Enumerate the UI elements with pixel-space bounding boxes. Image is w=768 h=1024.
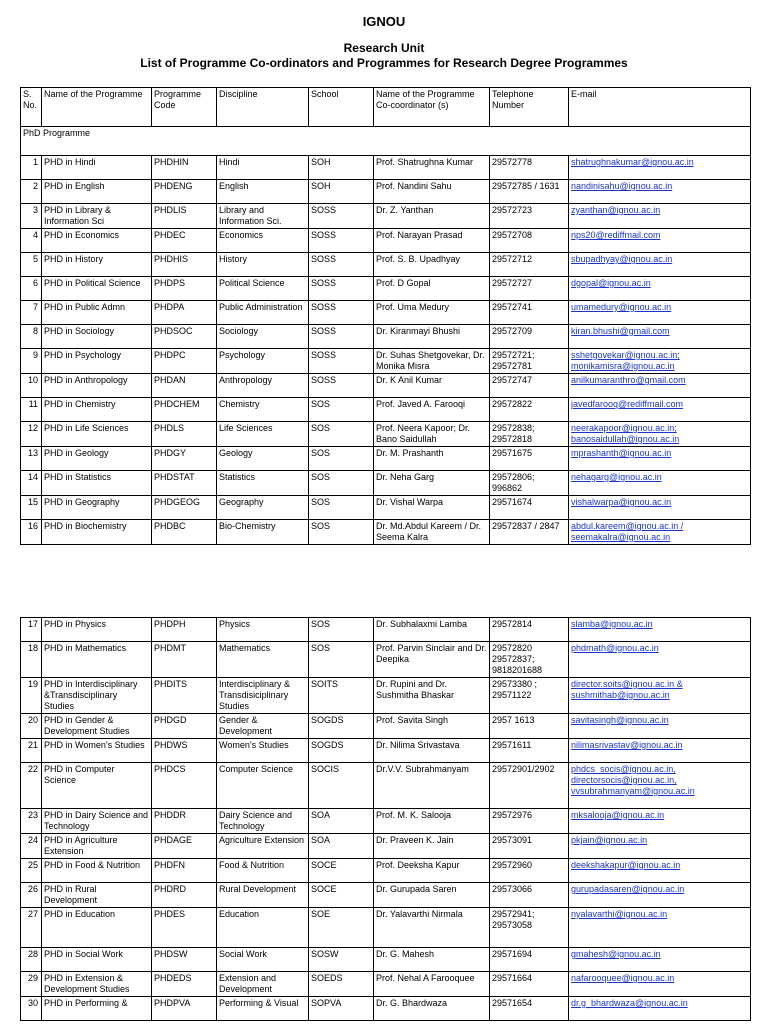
school: SOSS — [309, 253, 374, 277]
coordinator-name: Dr. Suhas Shetgovekar, Dr. Monika Misra — [374, 349, 490, 374]
serial-number: 3 — [21, 204, 42, 229]
school: SOH — [309, 156, 374, 180]
table-row — [21, 471, 751, 496]
email-link[interactable]: shatrughnakumar@ignou.ac.in — [569, 156, 751, 180]
programme-name: PHD in Chemistry — [42, 398, 152, 422]
programme-code: PHDBC — [152, 520, 217, 545]
email-link[interactable]: deekshakapur@ignou.ac.in — [569, 859, 751, 883]
coordinator-name: Prof. Shatrughna Kumar — [374, 156, 490, 180]
discipline: Dairy Science and Technology — [217, 809, 309, 834]
discipline: Agriculture Extension — [217, 834, 309, 859]
table-row — [21, 229, 751, 253]
school: SOS — [309, 496, 374, 520]
telephone-number: 29571694 — [490, 948, 569, 972]
telephone-number: 29572806; 996862 — [490, 471, 569, 496]
programme-code: PHDEC — [152, 229, 217, 253]
school: SOS — [309, 447, 374, 471]
discipline: Chemistry — [217, 398, 309, 422]
table-row — [21, 447, 751, 471]
school: SOS — [309, 471, 374, 496]
telephone-number: 29572901/2902 — [490, 763, 569, 809]
programme-code: PHDCHEM — [152, 398, 217, 422]
school: SOPVA — [309, 997, 374, 1021]
serial-number: 7 — [21, 301, 42, 325]
school: SOSS — [309, 301, 374, 325]
table-row — [21, 763, 751, 809]
email-link[interactable]: dgopal@ignou.ac.in — [569, 277, 751, 301]
discipline: Economics — [217, 229, 309, 253]
coordinator-name: Dr. Rupini and Dr. Sushmitha Bhaskar — [374, 678, 490, 714]
school: SOCE — [309, 883, 374, 908]
programme-code: PHDFN — [152, 859, 217, 883]
programme-name: PHD in Library & Information Sci — [42, 204, 152, 229]
discipline: Performing & Visual — [217, 997, 309, 1021]
table-row — [21, 277, 751, 301]
discipline: Physics — [217, 618, 309, 642]
telephone-number: 29573066 — [490, 883, 569, 908]
email-link[interactable]: nehagarg@ignou.ac.in — [569, 471, 751, 496]
school: SOH — [309, 180, 374, 204]
programme-code: PHDWS — [152, 739, 217, 763]
telephone-number: 29572727 — [490, 277, 569, 301]
table-row — [21, 883, 751, 908]
programme-code: PHDPH — [152, 618, 217, 642]
column-header: Discipline — [217, 88, 309, 127]
list-title: List of Programme Co-ordinators and Programmes for Research Degree Programmes — [140, 56, 628, 70]
telephone-number: 29572709 — [490, 325, 569, 349]
serial-number: 21 — [21, 739, 42, 763]
email-link[interactable]: sbupadhyay@ignou.ac.in — [569, 253, 751, 277]
school: SOGDS — [309, 714, 374, 739]
serial-number: 8 — [21, 325, 42, 349]
programme-code: PHDPS — [152, 277, 217, 301]
school: SOGDS — [309, 739, 374, 763]
serial-number: 16 — [21, 520, 42, 545]
serial-number: 23 — [21, 809, 42, 834]
serial-number: 1 — [21, 156, 42, 180]
table-row — [21, 948, 751, 972]
serial-number: 12 — [21, 422, 42, 447]
school: SOA — [309, 809, 374, 834]
serial-number: 5 — [21, 253, 42, 277]
discipline: Life Sciences — [217, 422, 309, 447]
column-header: Name of the Programme — [42, 88, 152, 127]
discipline: Computer Science — [217, 763, 309, 809]
programme-code: PHDENG — [152, 180, 217, 204]
email-link[interactable]: gmahesh@ignou.ac.in — [569, 948, 751, 972]
telephone-number: 29571664 — [490, 972, 569, 997]
discipline: Bio-Chemistry — [217, 520, 309, 545]
programme-code: PHDITS — [152, 678, 217, 714]
discipline: Education — [217, 908, 309, 948]
serial-number: 29 — [21, 972, 42, 997]
table-row — [21, 972, 751, 997]
column-header: Name of the Programme Co-coordinator (s) — [374, 88, 490, 127]
programme-code: PHDGEOG — [152, 496, 217, 520]
table-row — [21, 325, 751, 349]
column-header: School — [309, 88, 374, 127]
section-row — [21, 127, 751, 156]
telephone-number: 29573380 ; 29571122 — [490, 678, 569, 714]
programme-code: PHDSOC — [152, 325, 217, 349]
programme-name: PHD in Women's Studies — [42, 739, 152, 763]
table-row — [21, 204, 751, 229]
discipline: Sociology — [217, 325, 309, 349]
serial-number: 15 — [21, 496, 42, 520]
school: SOSS — [309, 229, 374, 253]
serial-number: 25 — [21, 859, 42, 883]
telephone-number: 29571675 — [490, 447, 569, 471]
programme-code: PHDCS — [152, 763, 217, 809]
email-link[interactable]: neerakapoor@ignou.ac.in; banosaidullah@ignou.ac.in — [569, 422, 751, 447]
school: SOSS — [309, 349, 374, 374]
document-title: IGNOU — [362, 14, 406, 29]
serial-number: 17 — [21, 618, 42, 642]
table-row — [21, 301, 751, 325]
programme-code: PHDES — [152, 908, 217, 948]
email-link[interactable]: phdcs_socis@ignou.ac.in, directorsocis@ignou.ac.in, vvsubrahmanyam@ignou.ac.in — [569, 763, 751, 809]
serial-number: 30 — [21, 997, 42, 1021]
programme-name: PHD in Interdisciplinary &Transdisciplinary Studies — [42, 678, 152, 714]
coordinator-name: Prof. Deeksha Kapur — [374, 859, 490, 883]
telephone-number: 29572721; 29572781 — [490, 349, 569, 374]
programme-name: PHD in Gender & Development Studies — [42, 714, 152, 739]
discipline: History — [217, 253, 309, 277]
coordinator-name: Dr. Yalavarthi Nirmala — [374, 908, 490, 948]
programme-code: PHDRD — [152, 883, 217, 908]
email-link[interactable]: director.soits@ignou.ac.in & sushmithab@ignou.ac.in — [569, 678, 751, 714]
table-row — [21, 859, 751, 883]
discipline: English — [217, 180, 309, 204]
school: SOCIS — [309, 763, 374, 809]
serial-number: 14 — [21, 471, 42, 496]
programme-code: PHDPC — [152, 349, 217, 374]
telephone-number: 29572976 — [490, 809, 569, 834]
programme-name: PHD in Computer Science — [42, 763, 152, 809]
table-row — [21, 180, 751, 204]
programme-code: PHDDR — [152, 809, 217, 834]
telephone-number: 29572960 — [490, 859, 569, 883]
table-header-row — [21, 88, 751, 127]
telephone-number: 29572785 / 1631 — [490, 180, 569, 204]
coordinator-name: Prof. Narayan Prasad — [374, 229, 490, 253]
coordinator-name: Prof. S. B. Upadhyay — [374, 253, 490, 277]
email-link[interactable]: phdmath@ignou.ac.in — [569, 642, 751, 678]
table-row — [21, 618, 751, 642]
table-row — [21, 809, 751, 834]
discipline: Public Administration — [217, 301, 309, 325]
telephone-number: 29571654 — [490, 997, 569, 1021]
coordinator-name: Prof. D Gopal — [374, 277, 490, 301]
section-label: PhD Programme — [21, 127, 751, 156]
programme-name: PHD in Physics — [42, 618, 152, 642]
column-header: S. No. — [21, 88, 42, 127]
coordinator-name: Prof. Uma Medury — [374, 301, 490, 325]
telephone-number: 29572838; 29572818 — [490, 422, 569, 447]
email-link[interactable]: nilimasrivastav@ignou.ac.in — [569, 739, 751, 763]
email-link[interactable]: savitasingh@ignou.ac.in — [569, 714, 751, 739]
coordinator-name: Dr. Gurupada Saren — [374, 883, 490, 908]
programme-name: PHD in Biochemistry — [42, 520, 152, 545]
discipline: Rural Development — [217, 883, 309, 908]
serial-number: 26 — [21, 883, 42, 908]
discipline: Library and Information Sci. — [217, 204, 309, 229]
table-row — [21, 156, 751, 180]
programme-name: PHD in Geography — [42, 496, 152, 520]
email-link[interactable]: nps20@rediffmail.com — [569, 229, 751, 253]
coordinator-name: Dr. K Anil Kumar — [374, 374, 490, 398]
table-row — [21, 642, 751, 678]
discipline: Statistics — [217, 471, 309, 496]
programme-code: PHDHIN — [152, 156, 217, 180]
coordinator-name: Dr. M. Prashanth — [374, 447, 490, 471]
serial-number: 20 — [21, 714, 42, 739]
programme-name: PHD in Dairy Science and Technology — [42, 809, 152, 834]
discipline: Geography — [217, 496, 309, 520]
school: SOS — [309, 398, 374, 422]
telephone-number: 2957 1613 — [490, 714, 569, 739]
telephone-number: 29572708 — [490, 229, 569, 253]
coordinator-name: Prof. Parvin Sinclair and Dr. Deepika — [374, 642, 490, 678]
coordinators-table-page1 — [20, 87, 751, 545]
programme-name: PHD in Economics — [42, 229, 152, 253]
email-link[interactable]: vishalwarpa@ignou.ac.in — [569, 496, 751, 520]
school: SOE — [309, 908, 374, 948]
email-link[interactable]: mprashanth@ignou.ac.in — [569, 447, 751, 471]
programme-name: PHD in Rural Development — [42, 883, 152, 908]
serial-number: 10 — [21, 374, 42, 398]
serial-number: 27 — [21, 908, 42, 948]
telephone-number: 29572747 — [490, 374, 569, 398]
telephone-number: 29573091 — [490, 834, 569, 859]
programme-code: PHDPA — [152, 301, 217, 325]
programme-name: PHD in Agriculture Extension — [42, 834, 152, 859]
coordinator-name: Prof. Nehal A Farooquee — [374, 972, 490, 997]
telephone-number: 29572741 — [490, 301, 569, 325]
telephone-number: 29572814 — [490, 618, 569, 642]
programme-code: PHDEDS — [152, 972, 217, 997]
school: SOEDS — [309, 972, 374, 997]
email-link[interactable]: nafarooquee@ignou.ac.in — [569, 972, 751, 997]
telephone-number: 29572822 — [490, 398, 569, 422]
email-link[interactable]: mksalooja@ignou.ac.in — [569, 809, 751, 834]
programme-code: PHDMT — [152, 642, 217, 678]
coordinators-table-page2 — [20, 617, 751, 1021]
email-link[interactable]: javedfarooq@rediffmail.com — [569, 398, 751, 422]
telephone-number: 29572723 — [490, 204, 569, 229]
coordinator-name: Dr. Md.Abdul Kareem / Dr. Seema Kalra — [374, 520, 490, 545]
table-row — [21, 908, 751, 948]
telephone-number: 29572837 / 2847 — [490, 520, 569, 545]
coordinator-name: Dr. Z. Yanthan — [374, 204, 490, 229]
programme-name: PHD in Hindi — [42, 156, 152, 180]
serial-number: 6 — [21, 277, 42, 301]
coordinator-name: Dr. Nilima Srivastava — [374, 739, 490, 763]
discipline: Gender & Development — [217, 714, 309, 739]
coordinator-name: Dr. Kiranmayi Bhushi — [374, 325, 490, 349]
telephone-number: 29572820 29572837; 9818201688 — [490, 642, 569, 678]
programme-code: PHDAN — [152, 374, 217, 398]
discipline: Interdisciplinary & Transdisiciplinary Studies — [217, 678, 309, 714]
coordinator-name: Dr. Vishal Warpa — [374, 496, 490, 520]
programme-name: PHD in Life Sciences — [42, 422, 152, 447]
email-link[interactable]: pkjain@ignou.ac.in — [569, 834, 751, 859]
table-row — [21, 678, 751, 714]
email-link[interactable]: nyalavarthi@ignou.ac.in — [569, 908, 751, 948]
table-row — [21, 714, 751, 739]
discipline: Geology — [217, 447, 309, 471]
serial-number: 28 — [21, 948, 42, 972]
telephone-number: 29572712 — [490, 253, 569, 277]
coordinator-name: Dr. Neha Garg — [374, 471, 490, 496]
school: SOSS — [309, 204, 374, 229]
school: SOS — [309, 642, 374, 678]
email-link[interactable]: anilkumaranthro@gmail.com — [569, 374, 751, 398]
email-link[interactable]: umamedury@ignou.ac.in — [569, 301, 751, 325]
programme-code: PHDLIS — [152, 204, 217, 229]
programme-code: PHDHIS — [152, 253, 217, 277]
table-row — [21, 422, 751, 447]
serial-number: 22 — [21, 763, 42, 809]
programme-code: PHDSTAT — [152, 471, 217, 496]
serial-number: 9 — [21, 349, 42, 374]
school: SOSS — [309, 325, 374, 349]
document-subtitle: Research Unit — [343, 41, 425, 55]
telephone-number: 29571674 — [490, 496, 569, 520]
school: SOSS — [309, 374, 374, 398]
programme-name: PHD in Mathematics — [42, 642, 152, 678]
programme-name: PHD in English — [42, 180, 152, 204]
programme-code: PHDGD — [152, 714, 217, 739]
serial-number: 13 — [21, 447, 42, 471]
school: SOITS — [309, 678, 374, 714]
table-row — [21, 253, 751, 277]
column-header: Telephone Number — [490, 88, 569, 127]
email-link[interactable]: sshetgovekar@ignou.ac.in; monikamisra@ignou.ac.in — [569, 349, 751, 374]
programme-name: PHD in Statistics — [42, 471, 152, 496]
email-link[interactable]: zyanthan@ignou.ac.in — [569, 204, 751, 229]
discipline: Psychology — [217, 349, 309, 374]
discipline: Social Work — [217, 948, 309, 972]
coordinator-name: Prof. Nandini Sahu — [374, 180, 490, 204]
email-link[interactable]: gurupadasaren@ignou.ac.in — [569, 883, 751, 908]
programme-name: PHD in Food & Nutrition — [42, 859, 152, 883]
programme-name: PHD in Public Admn — [42, 301, 152, 325]
programme-code: PHDAGE — [152, 834, 217, 859]
programme-code: PHDPVA — [152, 997, 217, 1021]
serial-number: 24 — [21, 834, 42, 859]
telephone-number: 29571611 — [490, 739, 569, 763]
discipline: Political Science — [217, 277, 309, 301]
table-row — [21, 834, 751, 859]
telephone-number: 29572941; 29573058 — [490, 908, 569, 948]
coordinator-name: Dr. G. Mahesh — [374, 948, 490, 972]
school: SOSS — [309, 277, 374, 301]
table-row — [21, 997, 751, 1021]
serial-number: 18 — [21, 642, 42, 678]
programme-name: PHD in Psychology — [42, 349, 152, 374]
programme-code: PHDGY — [152, 447, 217, 471]
programme-name: PHD in Anthropology — [42, 374, 152, 398]
programme-name: PHD in Geology — [42, 447, 152, 471]
programme-name: PHD in Performing & — [42, 997, 152, 1021]
programme-code: PHDSW — [152, 948, 217, 972]
programme-code: PHDLS — [152, 422, 217, 447]
programme-name: PHD in Political Science — [42, 277, 152, 301]
discipline: Hindi — [217, 156, 309, 180]
coordinator-name: Prof. Savita Singh — [374, 714, 490, 739]
school: SOS — [309, 520, 374, 545]
school: SOS — [309, 618, 374, 642]
table-row — [21, 739, 751, 763]
programme-name: PHD in Extension & Development Studies — [42, 972, 152, 997]
school: SOCE — [309, 859, 374, 883]
serial-number: 19 — [21, 678, 42, 714]
coordinator-name: Prof. M. K. Salooja — [374, 809, 490, 834]
table-row — [21, 398, 751, 422]
table-row — [21, 374, 751, 398]
column-header: Programme Code — [152, 88, 217, 127]
telephone-number: 29572778 — [490, 156, 569, 180]
school: SOA — [309, 834, 374, 859]
serial-number: 2 — [21, 180, 42, 204]
discipline: Mathematics — [217, 642, 309, 678]
coordinator-name: Dr.V.V. Subrahmanyam — [374, 763, 490, 809]
column-header: E-mail — [569, 88, 751, 127]
discipline: Women's Studies — [217, 739, 309, 763]
coordinator-name: Prof. Neera Kapoor; Dr. Bano Saidullah — [374, 422, 490, 447]
discipline: Extension and Development — [217, 972, 309, 997]
email-link[interactable]: kiran.bhushi@gmail.com — [569, 325, 751, 349]
email-link[interactable]: slamba@ignou.ac.in — [569, 618, 751, 642]
coordinator-name: Prof. Javed A. Farooqi — [374, 398, 490, 422]
email-link[interactable]: abdul.kareem@ignou.ac.in / seemakalra@ignou.ac.in — [569, 520, 751, 545]
programme-name: PHD in Social Work — [42, 948, 152, 972]
coordinator-name: Dr. Subhalaxmi Lamba — [374, 618, 490, 642]
coordinator-name: Dr. Praveen K. Jain — [374, 834, 490, 859]
discipline: Anthropology — [217, 374, 309, 398]
table-row — [21, 496, 751, 520]
programme-name: PHD in History — [42, 253, 152, 277]
email-link[interactable]: dr.g_bhardwaza@ignou.ac.in — [569, 997, 751, 1021]
serial-number: 11 — [21, 398, 42, 422]
serial-number: 4 — [21, 229, 42, 253]
programme-name: PHD in Education — [42, 908, 152, 948]
programme-name: PHD in Sociology — [42, 325, 152, 349]
table-row — [21, 349, 751, 374]
email-link[interactable]: nandinisahu@ignou.ac.in — [569, 180, 751, 204]
table-row — [21, 520, 751, 545]
school: SOS — [309, 422, 374, 447]
school: SOSW — [309, 948, 374, 972]
discipline: Food & Nutrition — [217, 859, 309, 883]
coordinator-name: Dr. G. Bhardwaza — [374, 997, 490, 1021]
